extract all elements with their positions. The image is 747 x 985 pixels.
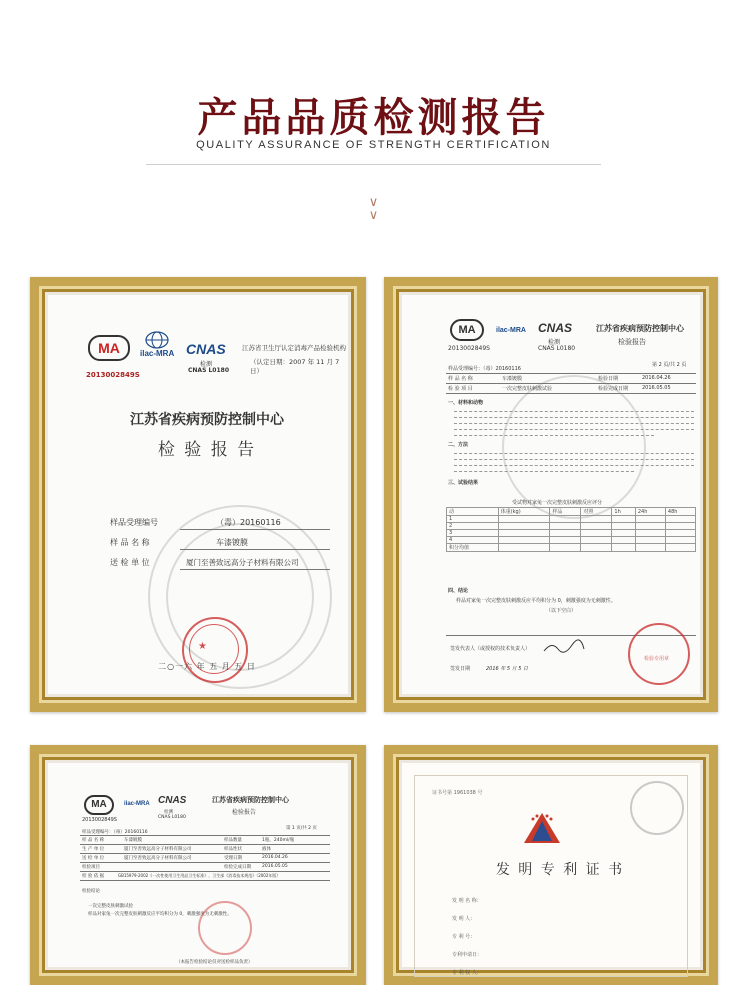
end-mark: （以下空白） [546,608,577,614]
row-label: 检 验 项 目 [448,386,473,392]
page-number: 第 1 页/共 2 页 [286,826,317,831]
sample-no: 样品受理编号：（毒）20160116 [82,830,148,835]
stamp-text: 检验专用章 [644,656,670,662]
row-value: GB15979-2002《一次性使用卫生用品卫生标准》、卫生部《消毒技术规范》（2002年版） [118,873,281,878]
table-header: 24h [635,508,665,516]
table-cell: 1 [447,516,499,523]
field-underline [180,529,330,530]
field-label: 样 品 名 称 [110,538,150,547]
table-cell: 3 [447,530,499,537]
certificate-frame-report-page2 [384,277,718,712]
report-page2 [402,295,700,694]
table-header: 动 [447,508,499,516]
text-line [454,423,694,425]
item-label: 检验项目 [82,865,100,870]
cnas-sub: 检测 [200,361,213,368]
row-label: 送 检 单 位 [82,856,105,861]
cnas-number: CNAS L0180 [188,367,230,374]
ilac-logo: ilac-MRA [140,349,175,358]
text-line [454,465,694,467]
item-value: 一次完整皮肤刺激试验 [88,904,133,909]
chevron-down-icon: ∨ [368,208,379,223]
text-line [454,411,694,413]
row-label: 样 品 名 称 [82,838,105,843]
reg-number: 2013002849S [86,371,140,379]
section-heading: 一、材料和动物 [448,400,484,406]
signature [542,639,586,655]
ilac-logo: ilac-MRA [124,801,150,807]
end-mark: （本报告检验结论仅对送检样品负责） [176,960,253,965]
conclusion: 样品对家兔一次完整皮肤刺激反应平均积分为 0，刺激强度为无刺激性。 [88,912,232,917]
reg-number: 2013002849S [448,345,490,352]
cnas-number: CNAS L0180 [538,345,576,352]
side-label: 受理日期 [224,856,242,861]
row-value: 2016.04.26 [642,375,671,381]
text-line [454,459,694,461]
row-value: 一次完整皮肤刺激试验 [502,386,553,392]
star-icon: ★ [198,641,207,652]
field-label: 样品受理编号 [110,518,158,527]
ilac-logo: ilac-MRA [496,327,526,334]
section-heading: 三、试验结果 [448,480,479,486]
doc-title: 检验报告 [232,809,257,816]
patent-certificate [402,763,700,976]
side-label: 样品性状 [224,847,242,852]
report-cover [48,295,348,694]
section-heading: 四、结论 [448,588,469,594]
table-header: 体重(kg) [498,508,550,516]
text-line [454,429,694,431]
score-table [446,507,696,552]
side-label: 检验完成日期 [224,865,251,870]
row-label: 生 产 单 位 [82,847,105,852]
text-line [454,435,654,437]
watermark-seal [502,375,646,519]
cma-logo: MA [88,335,130,361]
row-label: 检验日期 [598,376,619,382]
cnas-logo: CNAS [538,321,573,335]
table-cell: 4 [447,537,499,544]
cnas-sub: 检测 [548,339,561,346]
field-value: 厦门至善致远高分子材料有限公司 [186,558,299,567]
patent-line: 专 利 号： [452,934,476,940]
conclusion-label: 检验结论 [82,889,100,894]
signer-label: 签发代表人（或授权的技术负责人） [450,646,531,652]
field-label: 送 检 单 位 [110,558,150,567]
certificate-frame-report-cover [30,277,366,712]
section-heading: 二、方法 [448,442,469,448]
rule [80,871,330,872]
side-label: 样品数量 [224,838,242,843]
report-page1 [48,763,348,967]
cma-logo: MA [450,319,484,341]
side-value: 2016.04.26 [262,855,288,860]
rule [446,393,696,394]
org-name: 江苏省疾病预防控制中心 [596,324,684,333]
text-line [454,471,634,473]
row-value: 2016.05.05 [642,385,671,391]
row-value: 车漆镀膜 [124,838,142,843]
field-value: 车漆镀膜 [216,538,248,547]
patent-line: 专 利 权 人： [452,970,482,976]
chevron-down-icon: ∨ [368,195,379,210]
row-value: 厦门至善致远高分子材料有限公司 [124,847,192,852]
patent-title: 发 明 专 利 证 书 [495,862,625,878]
page-title: 产品品质检测报告 [197,95,550,141]
row-label: 样 品 名 称 [448,376,473,382]
authority-text: 江苏省卫生厅认定消毒产品检验机构 [242,344,346,352]
side-value: 液体 [262,847,271,852]
table-header: 48h [665,508,695,516]
issue-date: 二○一六 年 五 月 五 日 [158,662,256,671]
conclusion: 样品对家兔一次完整皮肤刺激反应平均积分为 0，刺激强度为无刺激性。 [456,598,616,604]
field-value: （毒）20160116 [216,518,281,527]
text-line [454,453,694,455]
rule [446,373,696,374]
row-label: 检验完成日期 [598,386,629,392]
field-underline [180,549,330,550]
globe-icon [144,331,170,349]
page-number: 第 2 页/共 2 页 [652,362,687,368]
rule [80,835,330,836]
red-seal [198,901,252,955]
page-subtitle: QUALITY ASSURANCE OF STRENGTH CERTIFICATION [196,139,551,151]
emblem-seal [630,781,684,835]
table-header: 1h [612,508,635,516]
org-name: 江苏省疾病预防控制中心 [130,412,284,428]
patent-line: 专利申请日： [452,952,483,958]
patent-line: 发 明 名 称： [452,898,482,904]
text-line [454,417,694,419]
side-value: 2016.05.05 [262,864,288,869]
rule [80,844,330,845]
cnas-logo: CNAS [186,341,226,357]
table-cell: 2 [447,523,499,530]
table-caption: 受试物对家兔一次完整皮肤刺激反应评分 [512,500,603,506]
sign-date: 2016 年 5 月 5 日 [486,666,529,672]
table-header: 样品 [550,508,581,516]
cnas-number: CNAS L0180 [158,815,186,820]
table-header: 对照 [581,508,612,516]
reg-number: 2013002849S [82,817,117,823]
field-underline [180,569,330,570]
doc-title: 检 验 报 告 [157,440,257,460]
row-value: 车漆镀膜 [502,376,523,382]
cnas-logo: CNAS [158,795,187,806]
doc-title: 检验报告 [618,338,646,346]
cnas-sub: 检测 [164,810,173,815]
cert-number: 证书号第 1961038 号 [432,790,483,796]
patent-line: 发 明 人： [452,916,476,922]
org-name: 江苏省疾病预防控制中心 [212,796,289,804]
rule [80,853,330,854]
row-value: 厦门至善致远高分子材料有限公司 [124,856,192,861]
sample-no: 样品受理编号：（毒）20160116 [448,366,521,372]
cma-logo: MA [84,795,114,815]
certificate-frame-patent [384,745,718,985]
patent-emblem-icon [522,811,562,845]
certificate-frame-report-page1 [30,745,366,985]
sign-date-label: 签发日期 [450,666,471,672]
red-seal [628,623,690,685]
header-divider [146,164,601,165]
rule [80,862,330,863]
table-cell: 积分均值 [447,544,499,552]
row-label: 检 验 依 据 [82,874,105,879]
rule [80,880,330,881]
authority-date: （认定日期：2007 年 11 月 7 日） [250,358,340,375]
rule [446,383,696,384]
side-value: 1瓶，240ml/瓶 [262,838,295,843]
